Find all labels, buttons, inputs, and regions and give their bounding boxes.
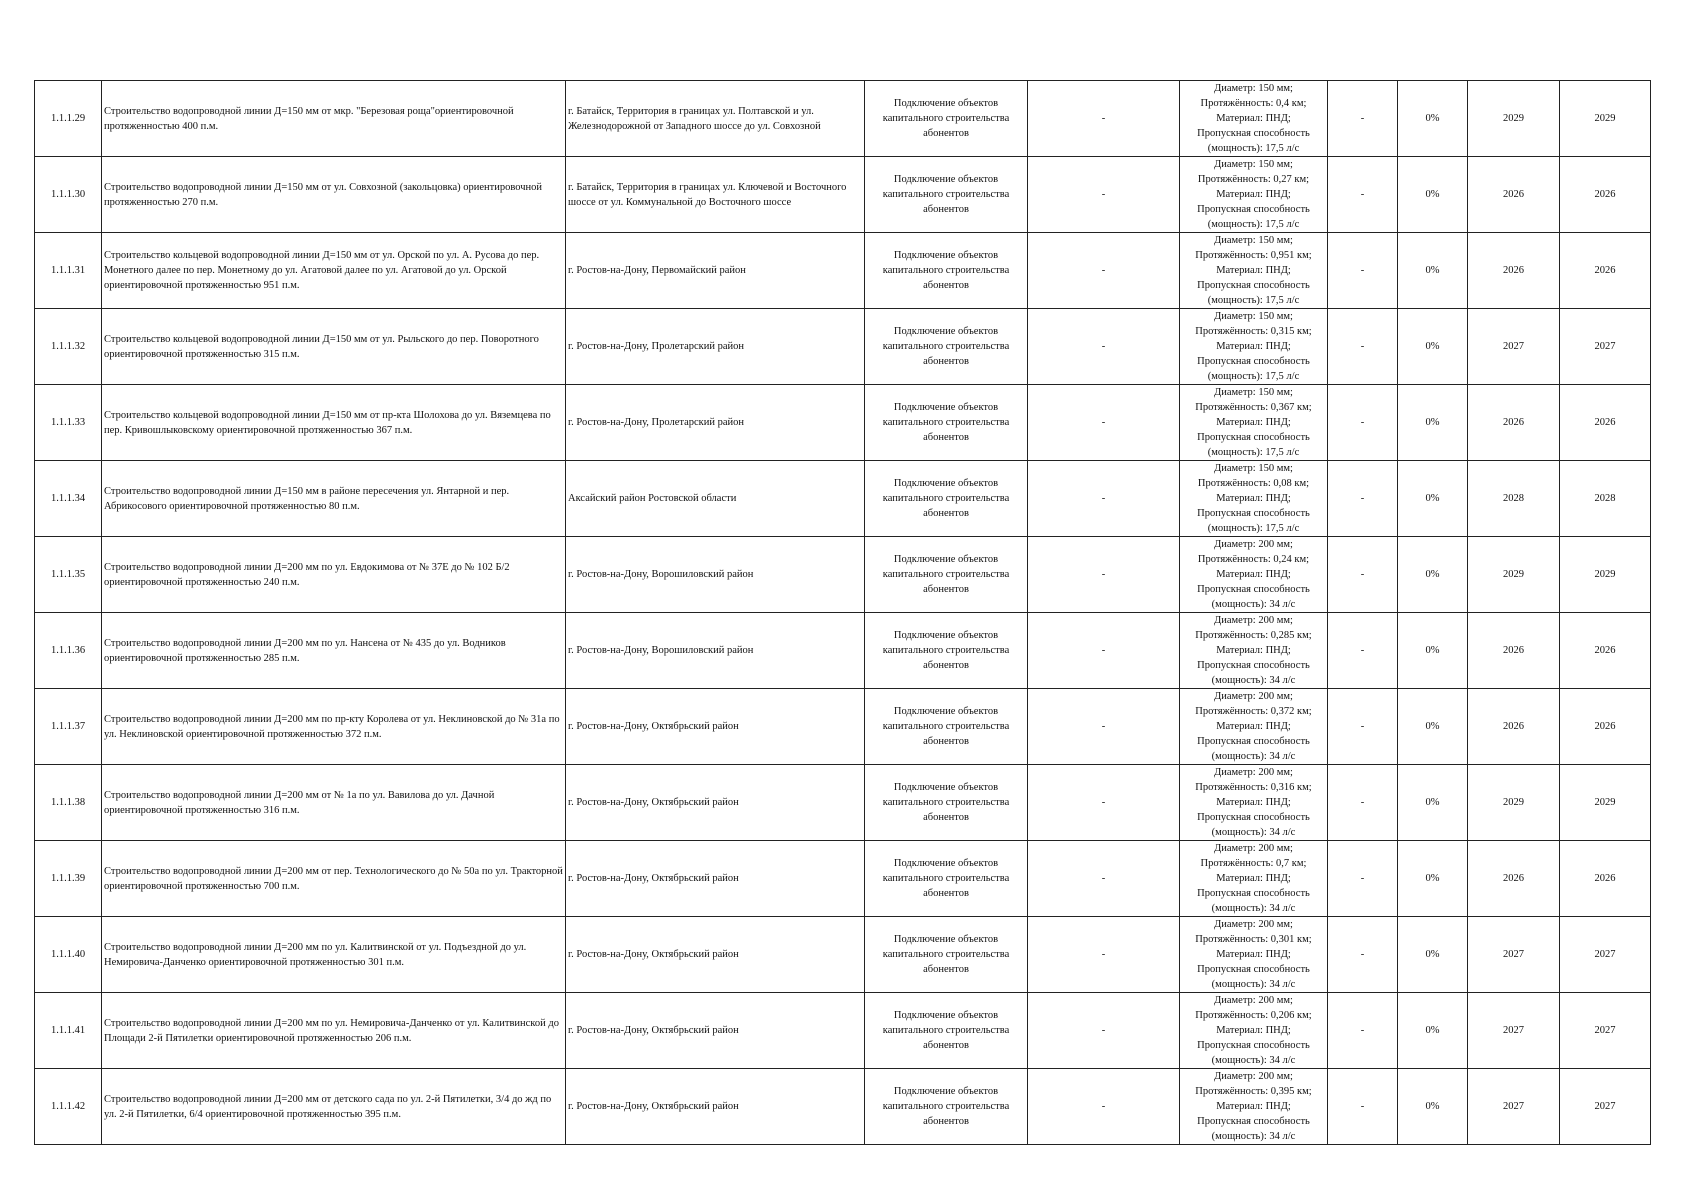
param-line: (мощность): 17,5 л/с	[1207, 295, 1300, 306]
item-number-cell: 1.1.1.32	[35, 309, 102, 385]
table-row	[35, 765, 1651, 841]
table-row	[35, 1069, 1651, 1145]
item-number-cell: 1.1.1.39	[35, 841, 102, 917]
end-year-cell: 2026	[1560, 385, 1651, 461]
table-row	[35, 993, 1651, 1069]
existing-params-cell: -	[1028, 765, 1180, 841]
param-line: Диаметр: 150 мм;	[1214, 311, 1293, 322]
purpose-cell: Подключение объектов капитального строительства абонентов	[865, 309, 1028, 385]
param-line: Материал: ПНД;	[1216, 721, 1291, 732]
param-line: Материал: ПНД;	[1216, 645, 1291, 656]
table-row	[35, 309, 1651, 385]
item-number-cell: 1.1.1.36	[35, 613, 102, 689]
end-year-cell: 2028	[1560, 461, 1651, 537]
param-line: Пропускная способность	[1197, 280, 1310, 291]
param-line: (мощность): 34 л/с	[1211, 599, 1296, 610]
purpose-cell: Подключение объектов капитального строительства абонентов	[865, 385, 1028, 461]
end-year-cell: 2027	[1560, 993, 1651, 1069]
existing-params-cell: -	[1028, 461, 1180, 537]
technical-params-cell	[1180, 385, 1328, 461]
technical-params-cell	[1180, 81, 1328, 157]
readiness-percent-cell: 0%	[1398, 385, 1468, 461]
param-line: Протяжённость: 0,7 км;	[1200, 858, 1307, 869]
purpose-cell: Подключение объектов капитального строительства абонентов	[865, 157, 1028, 233]
param-line: Материал: ПНД;	[1216, 113, 1291, 124]
param-line: Пропускная способность	[1197, 128, 1310, 139]
param-line: Пропускная способность	[1197, 888, 1310, 899]
project-name-cell: Строительство водопроводной линии Д=200 мм от пер. Технологического до № 50а по ул. Тракторной ориентировочной протяженностью 700 п.м.	[102, 841, 566, 917]
project-name-cell: Строительство водопроводной линии Д=200 мм по пр-кту Королева от ул. Неклиновской до № 31а по ул. Неклиновской ориентировочной протяженностью 372 п.м.	[102, 689, 566, 765]
dash-cell: -	[1328, 233, 1398, 309]
readiness-percent-cell: 0%	[1398, 917, 1468, 993]
param-line: (мощность): 34 л/с	[1211, 903, 1296, 914]
param-line: Протяжённость: 0,4 км;	[1200, 98, 1307, 109]
param-line: Пропускная способность	[1197, 1116, 1310, 1127]
readiness-percent-cell: 0%	[1398, 689, 1468, 765]
start-year-cell: 2026	[1468, 689, 1560, 765]
start-year-cell: 2029	[1468, 81, 1560, 157]
param-line: (мощность): 34 л/с	[1211, 1131, 1296, 1142]
start-year-cell: 2026	[1468, 157, 1560, 233]
end-year-cell: 2026	[1560, 157, 1651, 233]
location-cell: г. Ростов-на-Дону, Октябрьский район	[566, 1069, 865, 1145]
item-number-cell: 1.1.1.34	[35, 461, 102, 537]
item-number-cell: 1.1.1.38	[35, 765, 102, 841]
param-line: (мощность): 34 л/с	[1211, 979, 1296, 990]
purpose-cell: Подключение объектов капитального строительства абонентов	[865, 233, 1028, 309]
existing-params-cell: -	[1028, 81, 1180, 157]
param-line: Протяжённость: 0,316 км;	[1195, 782, 1312, 793]
param-line: Протяжённость: 0,315 км;	[1195, 326, 1312, 337]
param-line: Протяжённость: 0,367 км;	[1195, 402, 1312, 413]
location-cell: г. Ростов-на-Дону, Ворошиловский район	[566, 537, 865, 613]
technical-params-cell	[1180, 841, 1328, 917]
technical-params-cell	[1180, 689, 1328, 765]
param-line: Пропускная способность	[1197, 432, 1310, 443]
dash-cell: -	[1328, 917, 1398, 993]
purpose-cell: Подключение объектов капитального строительства абонентов	[865, 81, 1028, 157]
location-cell: г. Ростов-на-Дону, Первомайский район	[566, 233, 865, 309]
end-year-cell: 2026	[1560, 689, 1651, 765]
item-number-cell: 1.1.1.40	[35, 917, 102, 993]
existing-params-cell: -	[1028, 613, 1180, 689]
dash-cell: -	[1328, 309, 1398, 385]
technical-params-cell	[1180, 233, 1328, 309]
start-year-cell: 2027	[1468, 309, 1560, 385]
project-name-cell: Строительство водопроводной линии Д=150 мм от ул. Совхозной (закольцовка) ориентировочной протяженностью 270 п.м.	[102, 157, 566, 233]
location-cell: г. Батайск, Территория в границах ул. Полтавской и ул. Железнодорожной от Западного шоссе до ул. Совхозной	[566, 81, 865, 157]
table-body	[35, 81, 1651, 1145]
param-line: (мощность): 17,5 л/с	[1207, 447, 1300, 458]
existing-params-cell: -	[1028, 1069, 1180, 1145]
param-line: Материал: ПНД;	[1216, 417, 1291, 428]
investment-program-table	[34, 80, 1651, 1145]
technical-params-cell	[1180, 309, 1328, 385]
table-row	[35, 157, 1651, 233]
item-number-cell: 1.1.1.31	[35, 233, 102, 309]
end-year-cell: 2027	[1560, 917, 1651, 993]
project-name-cell: Строительство водопроводной линии Д=200 мм от № 1а по ул. Вавилова до ул. Дачной ориентировочной протяженностью 316 п.м.	[102, 765, 566, 841]
param-line: Протяжённость: 0,301 км;	[1195, 934, 1312, 945]
table-row	[35, 81, 1651, 157]
table-row	[35, 613, 1651, 689]
end-year-cell: 2029	[1560, 765, 1651, 841]
table-row	[35, 537, 1651, 613]
param-line: Материал: ПНД;	[1216, 1025, 1291, 1036]
existing-params-cell: -	[1028, 309, 1180, 385]
purpose-cell: Подключение объектов капитального строительства абонентов	[865, 613, 1028, 689]
start-year-cell: 2026	[1468, 613, 1560, 689]
param-line: Материал: ПНД;	[1216, 1101, 1291, 1112]
param-line: Пропускная способность	[1197, 584, 1310, 595]
location-cell: г. Ростов-на-Дону, Октябрьский район	[566, 765, 865, 841]
end-year-cell: 2027	[1560, 1069, 1651, 1145]
param-line: Диаметр: 200 мм;	[1214, 539, 1293, 550]
param-line: (мощность): 17,5 л/с	[1207, 523, 1300, 534]
param-line: Диаметр: 200 мм;	[1214, 919, 1293, 930]
param-line: Пропускная способность	[1197, 812, 1310, 823]
param-line: Диаметр: 200 мм;	[1214, 615, 1293, 626]
readiness-percent-cell: 0%	[1398, 461, 1468, 537]
technical-params-cell	[1180, 1069, 1328, 1145]
param-line: Диаметр: 150 мм;	[1214, 235, 1293, 246]
item-number-cell: 1.1.1.42	[35, 1069, 102, 1145]
readiness-percent-cell: 0%	[1398, 993, 1468, 1069]
end-year-cell: 2027	[1560, 309, 1651, 385]
param-line: Материал: ПНД;	[1216, 493, 1291, 504]
readiness-percent-cell: 0%	[1398, 613, 1468, 689]
param-line: Протяжённость: 0,206 км;	[1195, 1010, 1312, 1021]
project-name-cell: Строительство водопроводной линии Д=150 мм в районе пересечения ул. Янтарной и пер. Абрикосового ориентировочной протяженностью 80 п.м.	[102, 461, 566, 537]
readiness-percent-cell: 0%	[1398, 765, 1468, 841]
param-line: Диаметр: 200 мм;	[1214, 995, 1293, 1006]
dash-cell: -	[1328, 385, 1398, 461]
purpose-cell: Подключение объектов капитального строительства абонентов	[865, 461, 1028, 537]
existing-params-cell: -	[1028, 385, 1180, 461]
param-line: Протяжённость: 0,395 км;	[1195, 1086, 1312, 1097]
dash-cell: -	[1328, 765, 1398, 841]
param-line: Материал: ПНД;	[1216, 265, 1291, 276]
existing-params-cell: -	[1028, 233, 1180, 309]
param-line: Диаметр: 200 мм;	[1214, 767, 1293, 778]
start-year-cell: 2026	[1468, 233, 1560, 309]
dash-cell: -	[1328, 81, 1398, 157]
dash-cell: -	[1328, 993, 1398, 1069]
dash-cell: -	[1328, 157, 1398, 233]
existing-params-cell: -	[1028, 841, 1180, 917]
table-row	[35, 689, 1651, 765]
param-line: Материал: ПНД;	[1216, 797, 1291, 808]
project-name-cell: Строительство водопроводной линии Д=200 мм по ул. Немировича-Данченко от ул. Калитвинской до Площади 2-й Пятилетки ориентировочной протяженностью 206 п.м.	[102, 993, 566, 1069]
project-name-cell: Строительство кольцевой водопроводной линии Д=150 мм от пр-кта Шолохова до ул. Вяземцева по пер. Кривошлыковскому ориентировочной протяженностью 367 п.м.	[102, 385, 566, 461]
table-row	[35, 917, 1651, 993]
param-line: Пропускная способность	[1197, 1040, 1310, 1051]
location-cell: г. Ростов-на-Дону, Пролетарский район	[566, 385, 865, 461]
project-name-cell: Строительство водопроводной линии Д=200 мм по ул. Евдокимова от № 37Е до № 102 Б/2 ориентировочной протяженностью 240 п.м.	[102, 537, 566, 613]
end-year-cell: 2026	[1560, 841, 1651, 917]
start-year-cell: 2027	[1468, 917, 1560, 993]
param-line: Пропускная способность	[1197, 736, 1310, 747]
table-row	[35, 841, 1651, 917]
purpose-cell: Подключение объектов капитального строительства абонентов	[865, 765, 1028, 841]
param-line: Протяжённость: 0,24 км;	[1197, 554, 1310, 565]
dash-cell: -	[1328, 461, 1398, 537]
purpose-cell: Подключение объектов капитального строительства абонентов	[865, 1069, 1028, 1145]
param-line: Диаметр: 150 мм;	[1214, 83, 1293, 94]
param-line: (мощность): 34 л/с	[1211, 751, 1296, 762]
purpose-cell: Подключение объектов капитального строительства абонентов	[865, 841, 1028, 917]
location-cell: г. Ростов-на-Дону, Пролетарский район	[566, 309, 865, 385]
start-year-cell: 2027	[1468, 1069, 1560, 1145]
purpose-cell: Подключение объектов капитального строительства абонентов	[865, 917, 1028, 993]
dash-cell: -	[1328, 537, 1398, 613]
param-line: Пропускная способность	[1197, 964, 1310, 975]
param-line: Материал: ПНД;	[1216, 873, 1291, 884]
project-name-cell: Строительство водопроводной линии Д=200 мм от детского сада по ул. 2-й Пятилетки, 3/4 до жд по ул. 2-й Пятилетки, 6/4 ориентировочной протяженностью 395 п.м.	[102, 1069, 566, 1145]
location-cell: г. Ростов-на-Дону, Октябрьский район	[566, 917, 865, 993]
start-year-cell: 2028	[1468, 461, 1560, 537]
end-year-cell: 2026	[1560, 233, 1651, 309]
project-name-cell: Строительство водопроводной линии Д=150 мм от мкр. "Березовая роща"ориентировочной протяженностью 400 п.м.	[102, 81, 566, 157]
table-row	[35, 461, 1651, 537]
location-cell: г. Ростов-на-Дону, Октябрьский район	[566, 689, 865, 765]
existing-params-cell: -	[1028, 157, 1180, 233]
end-year-cell: 2029	[1560, 81, 1651, 157]
param-line: Пропускная способность	[1197, 204, 1310, 215]
dash-cell: -	[1328, 1069, 1398, 1145]
param-line: (мощность): 34 л/с	[1211, 1055, 1296, 1066]
location-cell: Аксайский район Ростовской области	[566, 461, 865, 537]
param-line: Протяжённость: 0,285 км;	[1195, 630, 1312, 641]
readiness-percent-cell: 0%	[1398, 81, 1468, 157]
param-line: Протяжённость: 0,27 км;	[1197, 174, 1310, 185]
param-line: Протяжённость: 0,372 км;	[1195, 706, 1312, 717]
technical-params-cell	[1180, 157, 1328, 233]
start-year-cell: 2026	[1468, 385, 1560, 461]
technical-params-cell	[1180, 461, 1328, 537]
item-number-cell: 1.1.1.30	[35, 157, 102, 233]
technical-params-cell	[1180, 613, 1328, 689]
end-year-cell: 2026	[1560, 613, 1651, 689]
item-number-cell: 1.1.1.35	[35, 537, 102, 613]
location-cell: г. Батайск, Территория в границах ул. Ключевой и Восточного шоссе от ул. Коммунальной до Восточного шоссе	[566, 157, 865, 233]
param-line: (мощность): 17,5 л/с	[1207, 371, 1300, 382]
existing-params-cell: -	[1028, 993, 1180, 1069]
project-name-cell: Строительство кольцевой водопроводной линии Д=150 мм от ул. Рыльского до пер. Поворотного ориентировочной протяженностью 315 п.м.	[102, 309, 566, 385]
param-line: Протяжённость: 0,951 км;	[1195, 250, 1312, 261]
start-year-cell: 2029	[1468, 765, 1560, 841]
readiness-percent-cell: 0%	[1398, 233, 1468, 309]
technical-params-cell	[1180, 993, 1328, 1069]
param-line: Материал: ПНД;	[1216, 189, 1291, 200]
param-line: Диаметр: 150 мм;	[1214, 387, 1293, 398]
readiness-percent-cell: 0%	[1398, 1069, 1468, 1145]
end-year-cell: 2029	[1560, 537, 1651, 613]
purpose-cell: Подключение объектов капитального строительства абонентов	[865, 993, 1028, 1069]
param-line: Протяжённость: 0,08 км;	[1197, 478, 1310, 489]
project-name-cell: Строительство водопроводной линии Д=200 мм по ул. Нансена от № 435 до ул. Водников ориентировочной протяженностью 285 п.м.	[102, 613, 566, 689]
purpose-cell: Подключение объектов капитального строительства абонентов	[865, 689, 1028, 765]
table-row	[35, 233, 1651, 309]
readiness-percent-cell: 0%	[1398, 157, 1468, 233]
technical-params-cell	[1180, 765, 1328, 841]
item-number-cell: 1.1.1.41	[35, 993, 102, 1069]
readiness-percent-cell: 0%	[1398, 841, 1468, 917]
readiness-percent-cell: 0%	[1398, 537, 1468, 613]
item-number-cell: 1.1.1.33	[35, 385, 102, 461]
location-cell: г. Ростов-на-Дону, Ворошиловский район	[566, 613, 865, 689]
dash-cell: -	[1328, 613, 1398, 689]
existing-params-cell: -	[1028, 537, 1180, 613]
param-line: Диаметр: 150 мм;	[1214, 159, 1293, 170]
project-name-cell: Строительство водопроводной линии Д=200 мм по ул. Калитвинской от ул. Подъездной до ул. Немировича-Данченко ориентировочной протяженностью 301 п.м.	[102, 917, 566, 993]
table-row	[35, 385, 1651, 461]
start-year-cell: 2029	[1468, 537, 1560, 613]
param-line: (мощность): 34 л/с	[1211, 827, 1296, 838]
param-line: Пропускная способность	[1197, 356, 1310, 367]
technical-params-cell	[1180, 537, 1328, 613]
dash-cell: -	[1328, 689, 1398, 765]
param-line: Пропускная способность	[1197, 508, 1310, 519]
param-line: (мощность): 17,5 л/с	[1207, 219, 1300, 230]
project-name-cell: Строительство кольцевой водопроводной линии Д=150 мм от ул. Орской по ул. А. Русова до пер. Монетного далее по пер. Монетному до ул. Агатовой далее по ул. Агатовой до ул. Орской ориентировочной протяженностью 951 п.м.	[102, 233, 566, 309]
existing-params-cell: -	[1028, 689, 1180, 765]
technical-params-cell	[1180, 917, 1328, 993]
dash-cell: -	[1328, 841, 1398, 917]
param-line: Диаметр: 200 мм;	[1214, 1071, 1293, 1082]
item-number-cell: 1.1.1.37	[35, 689, 102, 765]
item-number-cell: 1.1.1.29	[35, 81, 102, 157]
location-cell: г. Ростов-на-Дону, Октябрьский район	[566, 841, 865, 917]
purpose-cell: Подключение объектов капитального строительства абонентов	[865, 537, 1028, 613]
param-line: Материал: ПНД;	[1216, 341, 1291, 352]
param-line: Диаметр: 150 мм;	[1214, 463, 1293, 474]
param-line: Пропускная способность	[1197, 660, 1310, 671]
param-line: Диаметр: 200 мм;	[1214, 691, 1293, 702]
param-line: Диаметр: 200 мм;	[1214, 843, 1293, 854]
start-year-cell: 2027	[1468, 993, 1560, 1069]
existing-params-cell: -	[1028, 917, 1180, 993]
param-line: Материал: ПНД;	[1216, 569, 1291, 580]
param-line: (мощность): 34 л/с	[1211, 675, 1296, 686]
location-cell: г. Ростов-на-Дону, Октябрьский район	[566, 993, 865, 1069]
readiness-percent-cell: 0%	[1398, 309, 1468, 385]
param-line: Материал: ПНД;	[1216, 949, 1291, 960]
param-line: (мощность): 17,5 л/с	[1207, 143, 1300, 154]
start-year-cell: 2026	[1468, 841, 1560, 917]
